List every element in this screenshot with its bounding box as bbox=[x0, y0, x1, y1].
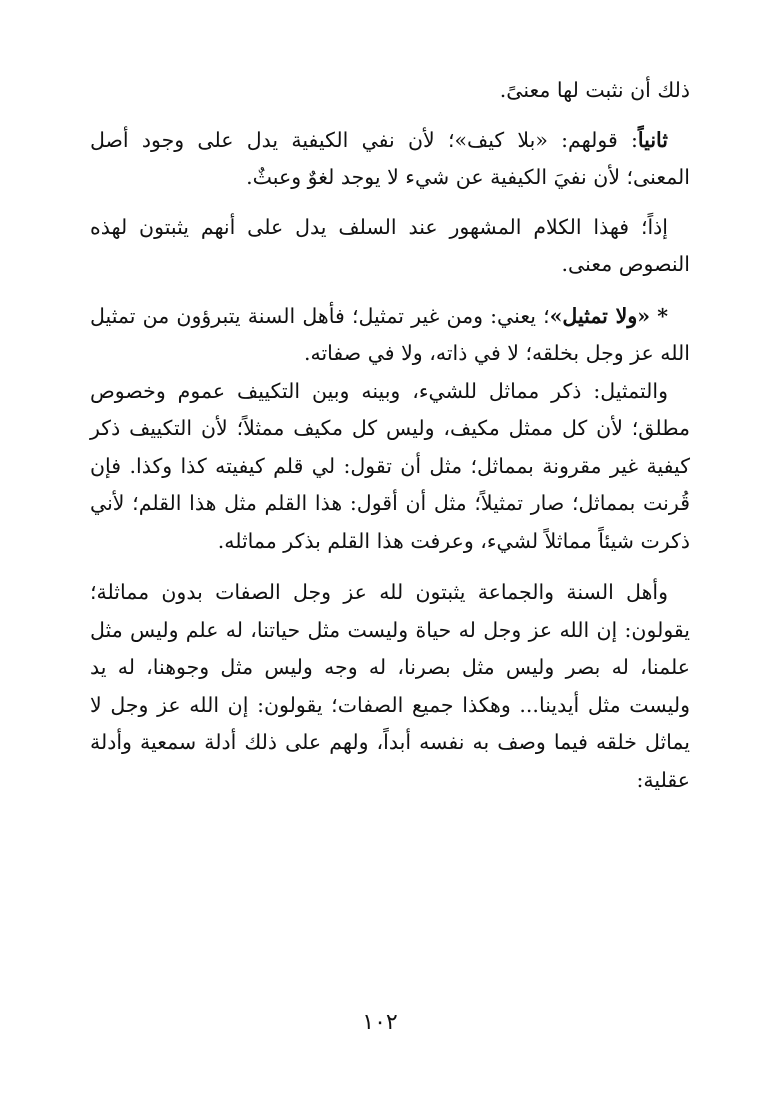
paragraph-5 bbox=[90, 373, 690, 561]
paragraph-3 bbox=[90, 209, 690, 284]
paragraph-6 bbox=[90, 574, 690, 799]
paragraph-4-text: ؛ يعني: ومن غير تمثيل؛ فأهل السنة يتبرؤون من تمثيل الله عز وجل بخلقه؛ لا في ذاته، ولا في صفاته. bbox=[90, 303, 690, 365]
paragraph-3-text: إذاً؛ فهذا الكلام المشهور عند السلف يدل على أنهم يثبتون لهذه النصوص معنى. bbox=[90, 214, 690, 276]
asterisk-marker: * bbox=[657, 303, 668, 328]
paragraph-4-lead: «ولا تمثيل» bbox=[549, 303, 651, 328]
paragraph-6-text: وأهل السنة والجماعة يثبتون لله عز وجل الصفات بدون مماثلة؛ يقولون: إن الله عز وجل له حياة وليست مثل حياتنا، له علم وليس مثل علمنا، له بصر وليس مثل بصرنا، له وجه وليس مثل وجوهنا، له يد وليست مثل أيدينا... وهكذا جميع الصفات؛ يقولون: إن الله عز وجل لا يماثل خلقه فيما وصف به نفسه أبداً، ولهم على ذلك أدلة سمعية وأدلة عقلية: bbox=[90, 580, 690, 792]
paragraph-2-text: : قولهم: «بلا كيف»؛ لأن نفي الكيفية يدل على وجود أصل المعنى؛ لأن نفيَ الكيفية عن شيء لا يوجد لغوٌ وعبثٌ. bbox=[90, 127, 690, 189]
paragraph-2 bbox=[90, 122, 690, 197]
paragraph-1-text: ذلك أن نثبت لها معنىً. bbox=[499, 78, 690, 102]
page-number: ١٠٢ bbox=[362, 1010, 398, 1035]
paragraph-5-text: والتمثيل: ذكر مماثل للشيء، وبينه وبين التكييف عموم وخصوص مطلق؛ لأن كل ممثل مكيف، وليس كل مكيف ممثلاً؛ لأن التكييف ذكر كيفية غير مقرونة بمماثل؛ مثل أن تقول: لي قلم كيفيته كذا وكذا. فإن قُرنت بمماثل؛ صار تمثيلاً؛ مثل أن أقول: هذا القلم مثل هذا القلم؛ لأني ذكرت شيئاً مماثلاً لشيء، وعرفت هذا القلم بذكر مماثله. bbox=[90, 378, 690, 553]
page-body bbox=[90, 72, 690, 799]
paragraph-4 bbox=[90, 298, 690, 373]
paragraph-1 bbox=[90, 72, 690, 110]
paragraph-2-lead: ثانياً bbox=[637, 127, 668, 152]
